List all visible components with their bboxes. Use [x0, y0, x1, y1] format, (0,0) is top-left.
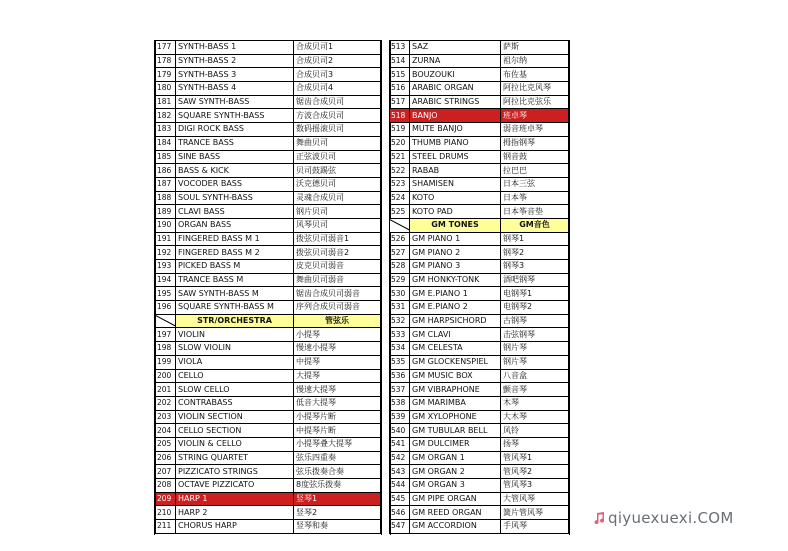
tone-name-cn: 合成贝司2: [294, 54, 381, 68]
tone-name-cn: 低音大提琴: [294, 396, 381, 410]
tone-name-en: SYNTH-BASS 1: [176, 41, 294, 55]
tone-name-en: SLOW VIOLIN: [176, 342, 294, 356]
tone-name-en: GM GLOCKENSPIEL: [410, 355, 501, 369]
tone-name-cn: 风铃: [501, 424, 569, 438]
tone-row: [156, 150, 381, 164]
tone-number: 523: [390, 177, 410, 191]
tone-name-cn: 钢琴1: [501, 232, 569, 246]
tone-row: [156, 109, 381, 123]
tone-row: [390, 355, 569, 369]
tone-name-cn: 竖琴2: [294, 506, 381, 520]
tone-name-cn: 手风琴: [501, 520, 569, 534]
tone-number: 536: [390, 369, 410, 383]
tone-name-en: GM PIANO 2: [410, 246, 501, 260]
tone-name-cn: 拨弦贝司弱音1: [294, 232, 381, 246]
tone-name-cn: 正弦波贝司: [294, 150, 381, 164]
tone-row: [156, 328, 381, 342]
tone-number: 514: [390, 54, 410, 68]
tone-name-en: GM E.PIANO 2: [410, 301, 501, 315]
tone-name-cn: 祖尔纳: [501, 54, 569, 68]
tone-name-cn: 方波合成贝司: [294, 109, 381, 123]
tone-name-en: SHAMISEN: [410, 177, 501, 191]
tone-row: [390, 205, 569, 219]
tone-name-cn: 竖琴和奏: [294, 520, 381, 534]
tone-name-cn: 布佐基: [501, 68, 569, 82]
tone-name-cn: 电钢琴1: [501, 287, 569, 301]
tone-row: [156, 465, 381, 479]
tone-name-cn: 钢琴3: [501, 260, 569, 274]
tone-name-en: BANJO: [410, 109, 501, 123]
tone-row: [390, 328, 569, 342]
tone-name-en: HARP 1: [176, 492, 294, 506]
tone-number: 528: [390, 260, 410, 274]
tone-name-cn: 拨弦贝司弱音2: [294, 246, 381, 260]
tone-row: [156, 479, 381, 493]
tone-number: 527: [390, 246, 410, 260]
tone-row: [390, 492, 569, 506]
tone-name-en: GM HONKY-TONK: [410, 273, 501, 287]
tone-name-cn: 管风琴2: [501, 465, 569, 479]
tone-name-cn: 舞曲贝司弱音: [294, 273, 381, 287]
tone-number: 545: [390, 492, 410, 506]
tone-name-en: KOTO PAD: [410, 205, 501, 219]
tone-row: [390, 369, 569, 383]
tone-number: 533: [390, 328, 410, 342]
tone-name-cn: 颤音琴: [501, 383, 569, 397]
tone-number: 188: [156, 191, 176, 205]
tone-number: 521: [390, 150, 410, 164]
tone-name-en: GM CELESTA: [410, 342, 501, 356]
tone-row: [156, 164, 381, 178]
tone-name-en: CHORUS HARP: [176, 520, 294, 534]
tone-name-cn: 大管风琴: [501, 492, 569, 506]
tone-row: [390, 506, 569, 520]
tone-name-cn: 钢片琴: [501, 342, 569, 356]
tone-list-sheet: [154, 40, 570, 535]
tone-name-en: GM ACCORDION: [410, 520, 501, 534]
tone-name-cn: 弦乐四重奏: [294, 451, 381, 465]
tone-row: [390, 95, 569, 109]
tone-number: 206: [156, 451, 176, 465]
tone-row: [390, 396, 569, 410]
tone-name-cn: 合成贝司3: [294, 68, 381, 82]
tone-name-cn: 慢速小提琴: [294, 342, 381, 356]
tone-name-en: BASS & KICK: [176, 164, 294, 178]
tone-row: [390, 123, 569, 137]
tone-name-en: SINE BASS: [176, 150, 294, 164]
tone-name-cn: 钢琴2: [501, 246, 569, 260]
tone-number: 191: [156, 232, 176, 246]
tone-name-cn: 锯齿合成贝司: [294, 95, 381, 109]
tone-name-cn: 皮克贝司弱音: [294, 260, 381, 274]
tone-row: [156, 301, 381, 315]
tone-row: [390, 164, 569, 178]
tone-number: 200: [156, 369, 176, 383]
tone-name-en: OCTAVE PIZZICATO: [176, 479, 294, 493]
tone-name-en: DIGI ROCK BASS: [176, 123, 294, 137]
tone-name-cn: 锯齿合成贝司弱音: [294, 287, 381, 301]
tone-name-cn: 中提琴片断: [294, 424, 381, 438]
tone-name-en: TRANCE BASS: [176, 136, 294, 150]
tone-name-cn: 8度弦乐拨奏: [294, 479, 381, 493]
music-note-logo-icon: [592, 511, 606, 525]
tone-name-en: GM E.PIANO 1: [410, 287, 501, 301]
tone-number: 520: [390, 136, 410, 150]
tone-name-en: HARP 2: [176, 506, 294, 520]
tone-row: [156, 506, 381, 520]
tone-row: [156, 369, 381, 383]
section-title-en: STR/ORCHESTRA: [176, 314, 294, 328]
tone-number: 538: [390, 396, 410, 410]
tone-number: 535: [390, 355, 410, 369]
tone-row: [390, 150, 569, 164]
tone-name-en: GM ORGAN 1: [410, 451, 501, 465]
tone-number: 184: [156, 136, 176, 150]
tone-name-en: CONTRABASS: [176, 396, 294, 410]
tone-name-cn: 扬琴: [501, 437, 569, 451]
tone-row: [390, 41, 569, 55]
tone-name-cn: 灵魂合成贝司: [294, 191, 381, 205]
tone-name-en: VIOLIN: [176, 328, 294, 342]
tone-row: [156, 82, 381, 96]
tone-name-en: PICKED BASS M: [176, 260, 294, 274]
section-title-cn: 管弦乐: [294, 314, 381, 328]
tone-row: [390, 109, 569, 123]
tone-name-en: GM XYLOPHONE: [410, 410, 501, 424]
section-title-cn: GM音色: [501, 218, 569, 232]
tone-row: [156, 451, 381, 465]
tone-name-cn: 日本筝: [501, 191, 569, 205]
tone-number: 524: [390, 191, 410, 205]
tone-name-cn: 日本三弦: [501, 177, 569, 191]
section-header-row: [390, 218, 569, 232]
tone-number: 182: [156, 109, 176, 123]
tone-number: 529: [390, 273, 410, 287]
tone-number: 518: [390, 109, 410, 123]
tone-number: 208: [156, 479, 176, 493]
tone-name-cn: 大提琴: [294, 369, 381, 383]
tone-name-en: SLOW CELLO: [176, 383, 294, 397]
tone-number: 531: [390, 301, 410, 315]
tone-number: 178: [156, 54, 176, 68]
tone-row: [156, 520, 381, 534]
tone-name-cn: 电钢琴2: [501, 301, 569, 315]
tone-name-en: GM HARPSICHORD: [410, 314, 501, 328]
tone-row: [156, 287, 381, 301]
tone-number: 537: [390, 383, 410, 397]
tone-row: [390, 342, 569, 356]
tone-name-en: PIZZICATO STRINGS: [176, 465, 294, 479]
tone-row: [390, 465, 569, 479]
tone-name-cn: 管风琴1: [501, 451, 569, 465]
tone-row: [390, 437, 569, 451]
tone-name-en: MUTE BANJO: [410, 123, 501, 137]
tone-row: [390, 520, 569, 534]
tone-number: 183: [156, 123, 176, 137]
tone-number: 547: [390, 520, 410, 534]
tone-row: [390, 260, 569, 274]
tone-row: [390, 383, 569, 397]
tone-name-en: SYNTH-BASS 3: [176, 68, 294, 82]
tone-name-en: CELLO: [176, 369, 294, 383]
tone-row: [156, 437, 381, 451]
tone-name-cn: 数码摇滚贝司: [294, 123, 381, 137]
tone-name-en: STEEL DRUMS: [410, 150, 501, 164]
tone-name-en: GM CLAVI: [410, 328, 501, 342]
tone-name-en: TRANCE BASS M: [176, 273, 294, 287]
tone-name-cn: 竖琴1: [294, 492, 381, 506]
tone-number: 534: [390, 342, 410, 356]
tone-name-cn: 弦乐拨奏合奏: [294, 465, 381, 479]
tone-row: [390, 273, 569, 287]
tone-row: [390, 424, 569, 438]
section-title-en: GM TONES: [410, 218, 501, 232]
tone-name-cn: 大木琴: [501, 410, 569, 424]
tone-number: 543: [390, 465, 410, 479]
tone-row: [390, 287, 569, 301]
tone-row: [390, 191, 569, 205]
tone-name-en: SAW SYNTH-BASS: [176, 95, 294, 109]
tone-row: [156, 68, 381, 82]
tone-row: [390, 301, 569, 315]
tone-number: 197: [156, 328, 176, 342]
tone-name-en: GM PIANO 3: [410, 260, 501, 274]
tone-row: [156, 383, 381, 397]
tone-name-cn: 簧片管风琴: [501, 506, 569, 520]
tone-row: [390, 177, 569, 191]
tone-name-en: VOCODER BASS: [176, 177, 294, 191]
tone-row: [156, 342, 381, 356]
tone-number: 540: [390, 424, 410, 438]
tone-number: 177: [156, 41, 176, 55]
tone-name-cn: 拉巴巴: [501, 164, 569, 178]
tone-row: [390, 451, 569, 465]
tone-name-en: ARABIC STRINGS: [410, 95, 501, 109]
tone-number: 525: [390, 205, 410, 219]
tone-row: [156, 191, 381, 205]
tone-name-cn: 贝司鼓踢弦: [294, 164, 381, 178]
tone-name-cn: 班卓琴: [501, 109, 569, 123]
tone-number: 195: [156, 287, 176, 301]
tone-row: [156, 396, 381, 410]
tone-name-cn: 小提琴叠大提琴: [294, 437, 381, 451]
tone-row: [156, 218, 381, 232]
tone-name-en: GM MUSIC BOX: [410, 369, 501, 383]
tone-name-en: SYNTH-BASS 2: [176, 54, 294, 68]
tone-row: [156, 492, 381, 506]
header-slash-cell: [390, 218, 410, 232]
tone-row: [156, 355, 381, 369]
tone-name-cn: 八音盒: [501, 369, 569, 383]
tone-name-cn: 序列合成贝司弱音: [294, 301, 381, 315]
tone-name-cn: 合成贝司4: [294, 82, 381, 96]
tone-name-en: GM MARIMBA: [410, 396, 501, 410]
tone-name-cn: 阿拉比克弦乐: [501, 95, 569, 109]
tone-number: 186: [156, 164, 176, 178]
tone-number: 185: [156, 150, 176, 164]
tone-name-cn: 弱音班卓琴: [501, 123, 569, 137]
tone-row: [156, 205, 381, 219]
tone-row: [390, 68, 569, 82]
tone-number: 546: [390, 506, 410, 520]
tone-name-en: GM PIANO 1: [410, 232, 501, 246]
tone-name-en: BOUZOUKI: [410, 68, 501, 82]
tone-number: 207: [156, 465, 176, 479]
tone-row: [390, 136, 569, 150]
tone-name-cn: 钢音鼓: [501, 150, 569, 164]
tone-name-en: VIOLIN & CELLO: [176, 437, 294, 451]
tone-row: [156, 95, 381, 109]
tone-number: 198: [156, 342, 176, 356]
tone-name-en: FINGERED BASS M 2: [176, 246, 294, 260]
tone-number: 180: [156, 82, 176, 96]
tone-name-cn: 拇指钢琴: [501, 136, 569, 150]
tone-row: [156, 410, 381, 424]
tone-name-cn: 木琴: [501, 396, 569, 410]
tone-row: [390, 314, 569, 328]
tone-name-en: VIOLA: [176, 355, 294, 369]
tone-row: [156, 273, 381, 287]
tone-name-cn: 钢片贝司: [294, 205, 381, 219]
tone-name-cn: 小提琴: [294, 328, 381, 342]
tone-row: [156, 136, 381, 150]
tone-row: [156, 123, 381, 137]
tone-number: 190: [156, 218, 176, 232]
tone-name-en: GM TUBULAR BELL: [410, 424, 501, 438]
tone-name-en: VIOLIN SECTION: [176, 410, 294, 424]
tone-number: 539: [390, 410, 410, 424]
tone-number: 193: [156, 260, 176, 274]
tone-name-cn: 风琴贝司: [294, 218, 381, 232]
tone-name-en: GM DULCIMER: [410, 437, 501, 451]
tone-number: 203: [156, 410, 176, 424]
tone-row: [156, 246, 381, 260]
tone-name-cn: 阿拉比克风琴: [501, 82, 569, 96]
tone-name-en: RABAB: [410, 164, 501, 178]
tone-row: [390, 479, 569, 493]
tone-name-cn: 酒吧钢琴: [501, 273, 569, 287]
tone-number: 209: [156, 492, 176, 506]
tone-name-en: ARABIC ORGAN: [410, 82, 501, 96]
tone-number: 187: [156, 177, 176, 191]
tone-name-en: SAW SYNTH-BASS M: [176, 287, 294, 301]
tone-row: [390, 246, 569, 260]
site-watermark: [592, 509, 734, 527]
tone-name-cn: 慢速大提琴: [294, 383, 381, 397]
tone-number: 189: [156, 205, 176, 219]
tone-table-left: [155, 40, 381, 534]
tone-name-cn: 击弦钢琴: [501, 328, 569, 342]
tone-number: 194: [156, 273, 176, 287]
tone-row: [390, 232, 569, 246]
tone-name-cn: 古钢琴: [501, 314, 569, 328]
tone-number: 192: [156, 246, 176, 260]
tone-number: 513: [390, 41, 410, 55]
tone-number: 181: [156, 95, 176, 109]
tone-row: [156, 260, 381, 274]
tone-name-en: SQUARE SYNTH-BASS M: [176, 301, 294, 315]
tone-number: 179: [156, 68, 176, 82]
tone-name-en: GM PIPE ORGAN: [410, 492, 501, 506]
tone-number: 196: [156, 301, 176, 315]
tone-name-en: ZURNA: [410, 54, 501, 68]
tone-name-en: KOTO: [410, 191, 501, 205]
tone-name-cn: 日本筝音垫: [501, 205, 569, 219]
tone-number: 516: [390, 82, 410, 96]
tone-name-en: ORGAN BASS: [176, 218, 294, 232]
tone-number: 210: [156, 506, 176, 520]
tone-name-cn: 合成贝司1: [294, 41, 381, 55]
tone-name-en: SYNTH-BASS 4: [176, 82, 294, 96]
tone-name-cn: 管风琴3: [501, 479, 569, 493]
tone-name-en: STRING QUARTET: [176, 451, 294, 465]
tone-name-en: CELLO SECTION: [176, 424, 294, 438]
tone-name-cn: 钢片琴: [501, 355, 569, 369]
tone-row: [390, 54, 569, 68]
tone-name-en: GM ORGAN 2: [410, 465, 501, 479]
tone-row: [156, 54, 381, 68]
tone-row: [156, 232, 381, 246]
tone-row: [156, 424, 381, 438]
tone-name-cn: 小提琴片断: [294, 410, 381, 424]
tone-name-cn: 中提琴: [294, 355, 381, 369]
tone-number: 199: [156, 355, 176, 369]
tone-name-en: THUMB PIANO: [410, 136, 501, 150]
header-slash-cell: [156, 314, 176, 328]
tone-name-en: SQUARE SYNTH-BASS: [176, 109, 294, 123]
tone-name-en: SAZ: [410, 41, 501, 55]
tone-number: 541: [390, 437, 410, 451]
tone-row: [390, 410, 569, 424]
section-header-row: [156, 314, 381, 328]
tone-number: 542: [390, 451, 410, 465]
tone-name-en: GM ORGAN 3: [410, 479, 501, 493]
tone-number: 515: [390, 68, 410, 82]
tone-name-cn: 舞曲贝司: [294, 136, 381, 150]
tone-name-en: SOUL SYNTH-BASS: [176, 191, 294, 205]
tone-number: 202: [156, 396, 176, 410]
tone-name-en: FINGERED BASS M 1: [176, 232, 294, 246]
tone-number: 211: [156, 520, 176, 534]
tone-name-en: GM REED ORGAN: [410, 506, 501, 520]
tone-row: [390, 82, 569, 96]
tone-number: 522: [390, 164, 410, 178]
tone-table-right: [389, 40, 569, 534]
tone-name-en: CLAVI BASS: [176, 205, 294, 219]
watermark-text: qiyuexuexi.COM: [608, 509, 734, 527]
tone-number: 201: [156, 383, 176, 397]
tone-number: 544: [390, 479, 410, 493]
tone-number: 526: [390, 232, 410, 246]
tone-number: 530: [390, 287, 410, 301]
tone-number: 204: [156, 424, 176, 438]
tone-number: 517: [390, 95, 410, 109]
tone-name-cn: 沃克德贝司: [294, 177, 381, 191]
tone-name-cn: 萨斯: [501, 41, 569, 55]
tone-name-en: GM VIBRAPHONE: [410, 383, 501, 397]
tone-number: 519: [390, 123, 410, 137]
tone-number: 205: [156, 437, 176, 451]
tone-row: [156, 41, 381, 55]
tone-number: 532: [390, 314, 410, 328]
tone-row: [156, 177, 381, 191]
